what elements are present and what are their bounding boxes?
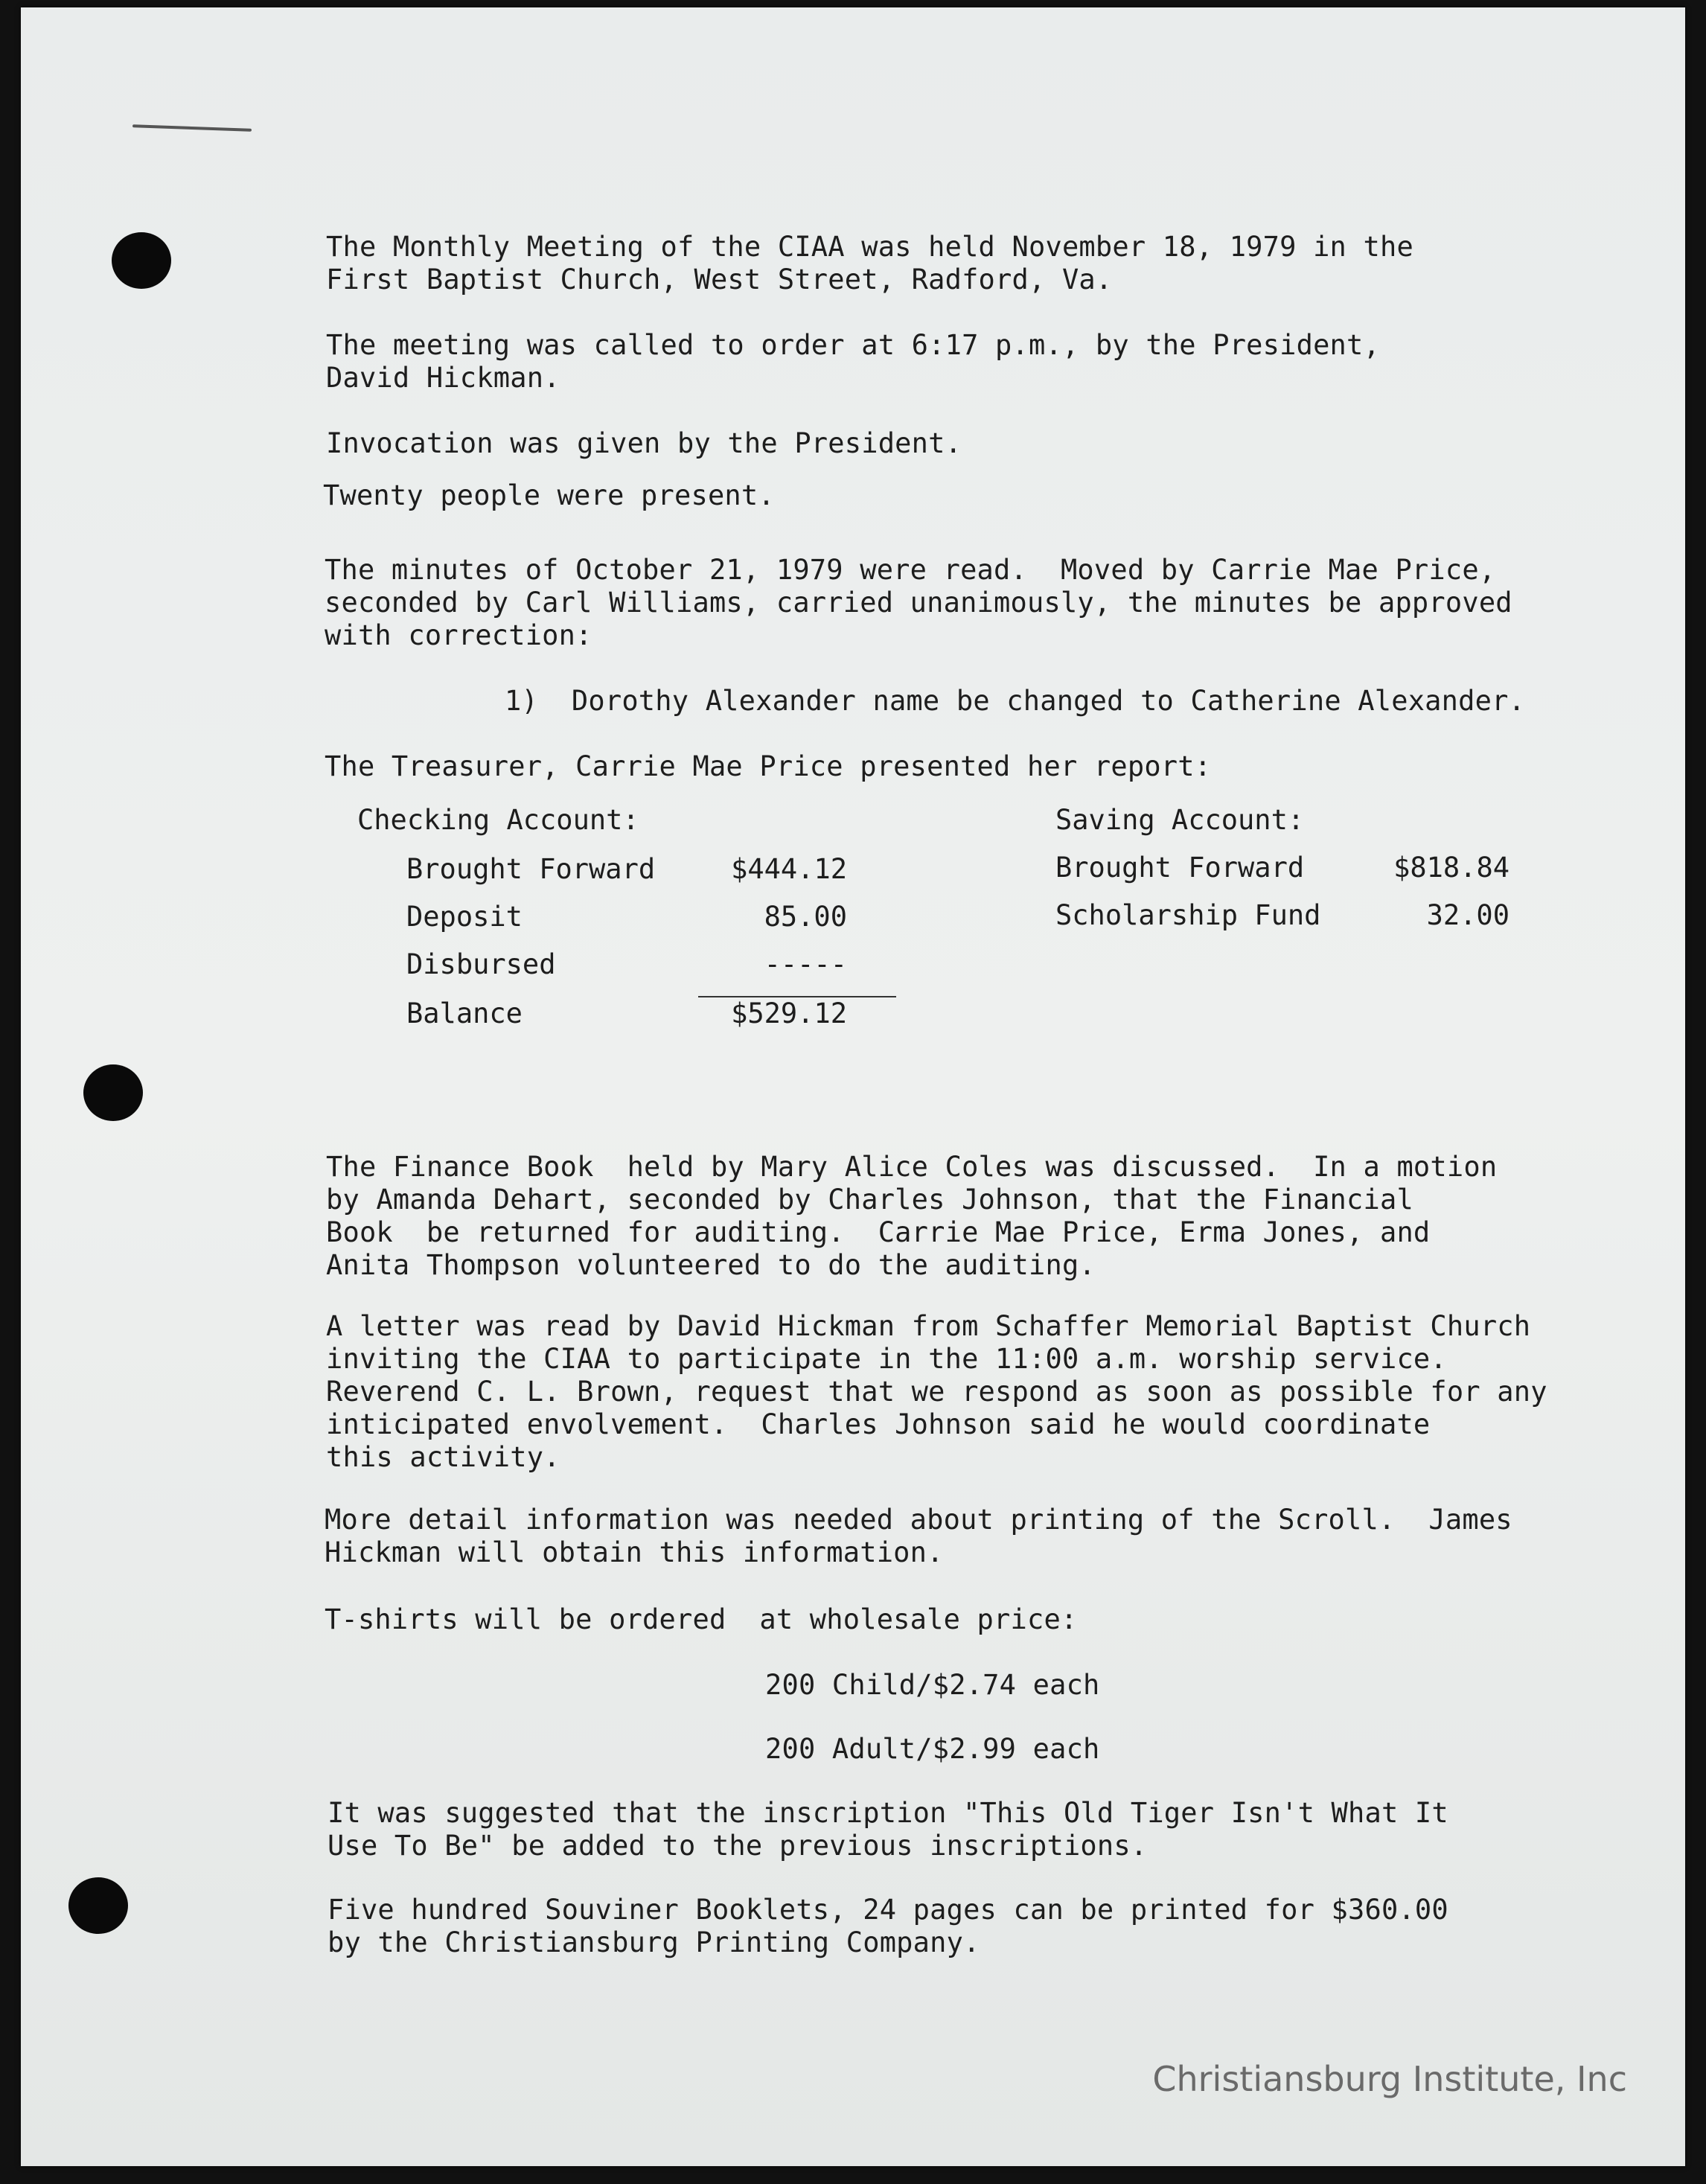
saving-amount-scholarship: 32.00 [1426, 899, 1509, 931]
checking-amount-deposit: 85.00 [764, 901, 847, 933]
checking-amount-balance: $529.12 [731, 997, 847, 1029]
paragraph-attendance: Twenty people were present. [323, 479, 775, 511]
punch-hole-top [112, 232, 171, 289]
document-page [21, 7, 1685, 2166]
paragraph-scroll: More detail information was needed about printing of the Scroll. James Hickman will obtain this information. [325, 1504, 1512, 1568]
paragraph-minutes: The minutes of October 21, 1979 were read. Moved by Carrie Mae Price, seconded by Carl Williams, carried unanimously, the minutes be approved with correction: [325, 554, 1512, 651]
checking-label-balance: Balance [406, 997, 523, 1029]
paragraph-inscription: It was suggested that the inscription "This Old Tiger Isn't What It Use To Be" be added to the previous inscriptions. [328, 1797, 1448, 1862]
paragraph-finance-book: The Finance Book held by Mary Alice Coles was discussed. In a motion by Amanda Dehart, seconded by Charles Johnson, that the Financial Book be returned for auditing. Carrie Mae Price, Erma Jones, and Anita Thompson volunteered to do the auditing. [326, 1151, 1498, 1281]
checking-heading: Checking Account: [357, 804, 639, 836]
checking-amount-disbursed: ----- [764, 948, 847, 980]
saving-label-scholarship: Scholarship Fund [1055, 899, 1321, 931]
punch-hole-bottom [68, 1877, 128, 1934]
paragraph-invocation: Invocation was given by the President. [326, 427, 962, 459]
tshirt-child-price: 200 Child/$2.74 each [765, 1669, 1100, 1701]
checking-label-disbursed: Disbursed [406, 948, 556, 980]
saving-amount-brought-forward: $818.84 [1393, 852, 1509, 884]
saving-heading: Saving Account: [1055, 804, 1305, 836]
pencil-mark [132, 124, 252, 132]
saving-label-brought-forward: Brought Forward [1055, 852, 1305, 884]
tshirt-adult-price: 200 Adult/$2.99 each [765, 1733, 1100, 1765]
paragraph-called-to-order: The meeting was called to order at 6:17 p.m., by the President, David Hickman. [326, 329, 1380, 394]
punch-hole-middle [83, 1064, 143, 1121]
paragraph-tshirts: T-shirts will be ordered at wholesale price: [325, 1603, 1078, 1635]
paragraph-meeting-held: The Monthly Meeting of the CIAA was held November 18, 1979 in the First Baptist Church, West Street, Radford, Va. [326, 231, 1413, 296]
checking-amount-brought-forward: $444.12 [731, 853, 847, 885]
checking-label-brought-forward: Brought Forward [406, 853, 656, 885]
checking-label-deposit: Deposit [406, 901, 523, 933]
watermark: Christiansburg Institute, Inc [1152, 2059, 1627, 2099]
paragraph-correction: 1) Dorothy Alexander name be changed to Catherine Alexander. [505, 685, 1526, 717]
paragraph-letter: A letter was read by David Hickman from Schaffer Memorial Baptist Church inviting the CIAA to participate in the 11:00 a.m. worship service. Reverend C. L. Brown, request that we respond as soon as possible for any inticipated envolvement. Charles Johnson said he would coordinate this activity. [326, 1310, 1547, 1473]
paragraph-booklets: Five hundred Souviner Booklets, 24 pages can be printed for $360.00 by the Christiansburg Printing Company. [328, 1894, 1448, 1958]
paragraph-treasurer: The Treasurer, Carrie Mae Price presented her report: [325, 750, 1212, 782]
